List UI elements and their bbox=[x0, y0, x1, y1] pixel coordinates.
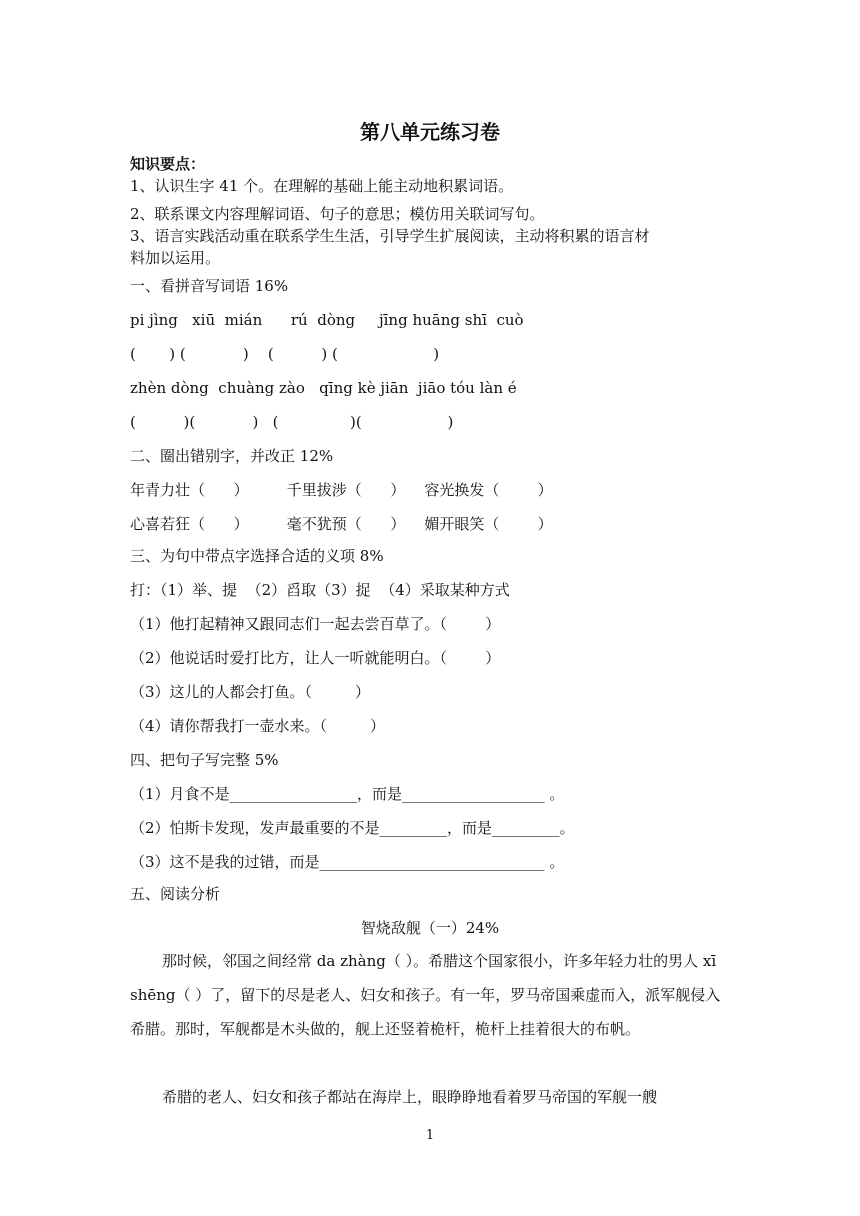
answer-brackets-row-1: ( ) ( ) ( ) ( ) bbox=[130, 345, 440, 363]
section-1-heading: 一、看拼音写词语 16% bbox=[130, 277, 289, 295]
section-2-heading: 二、圈出错别字，并改正 12% bbox=[130, 447, 334, 465]
correction-row-1: 年青力壮（ ） 千里拔涉（ ） 容光换发（ ） bbox=[130, 481, 553, 499]
page-number: 1 bbox=[425, 1128, 435, 1143]
reading-paragraph-1: 那时候，邻国之间经常 da zhàng（ ）。希腊这个国家很小，许多年轻力壮的男人 xī shēng（ ）了，留下的尽是老人、妇女和孩子。有一年，罗马帝国乘虚而入，派军舰侵入希腊。那时，军舰都是木头做的，舰上还竖着桅杆，桅杆上挂着很大的布帆。 bbox=[130, 952, 721, 1038]
correction-row-2: 心喜若狂（ ） 毫不犹预（ ） 媚开眼笑（ ） bbox=[130, 515, 553, 533]
knowledge-point-2: 2、联系课文内容理解词语、句子的意思；模仿用关联词写句。 bbox=[130, 205, 545, 223]
section-4-heading: 四、把句子写完整 5% bbox=[130, 751, 279, 769]
meaning-question-4: （4）请你帮我打一壶水来。（ ） bbox=[130, 717, 385, 735]
knowledge-point-1: 1、认识生字 41 个。在理解的基础上能主动地积累词语。 bbox=[130, 177, 514, 195]
complete-sentence-1: （1）月食不是_________________，而是___________________ 。 bbox=[130, 785, 565, 803]
section-3-heading: 三、为句中带点字选择合适的义项 8% bbox=[130, 547, 384, 565]
knowledge-heading: 知识要点： bbox=[130, 155, 206, 173]
meaning-options: 打：（1）举、提 （2）舀取（3）捉 （4）采取某种方式 bbox=[130, 581, 510, 599]
knowledge-point-3a: 3、语言实践活动重在联系学生生活，引导学生扩展阅读，主动将积累的语言材 bbox=[130, 227, 650, 245]
pinyin-row-2: zhèn dòng chuàng zào qīng kè jiān jiāo tóu làn é bbox=[130, 379, 517, 397]
reading-title: 智烧敌舰（一）24% bbox=[360, 919, 500, 937]
pinyin-row-1: pi jìng xiū mián rú dòng jīng huāng shī cuò bbox=[130, 311, 524, 329]
complete-sentence-2: （2）怕斯卡发现，发声最重要的不是_________，而是_________。 bbox=[130, 819, 575, 837]
meaning-question-2: （2）他说话时爱打比方，让人一听就能明白。（ ） bbox=[130, 649, 501, 667]
complete-sentence-3: （3）这不是我的过错，而是______________________________ 。 bbox=[130, 853, 565, 871]
section-5-heading: 五、阅读分析 bbox=[130, 885, 221, 903]
page-title: 第八单元练习卷 bbox=[360, 120, 500, 144]
meaning-question-1: （1）他打起精神又跟同志们一起去尝百草了。（ ） bbox=[130, 615, 501, 633]
answer-brackets-row-2: ( )( ) ( )( ) bbox=[130, 413, 454, 431]
reading-paragraph-2: 希腊的老人、妇女和孩子都站在海岸上，眼睁睁地看着罗马帝国的军舰一艘 bbox=[162, 1088, 658, 1106]
knowledge-point-3b: 料加以运用。 bbox=[130, 249, 221, 267]
meaning-question-3: （3）这儿的人都会打鱼。（ ） bbox=[130, 683, 370, 701]
